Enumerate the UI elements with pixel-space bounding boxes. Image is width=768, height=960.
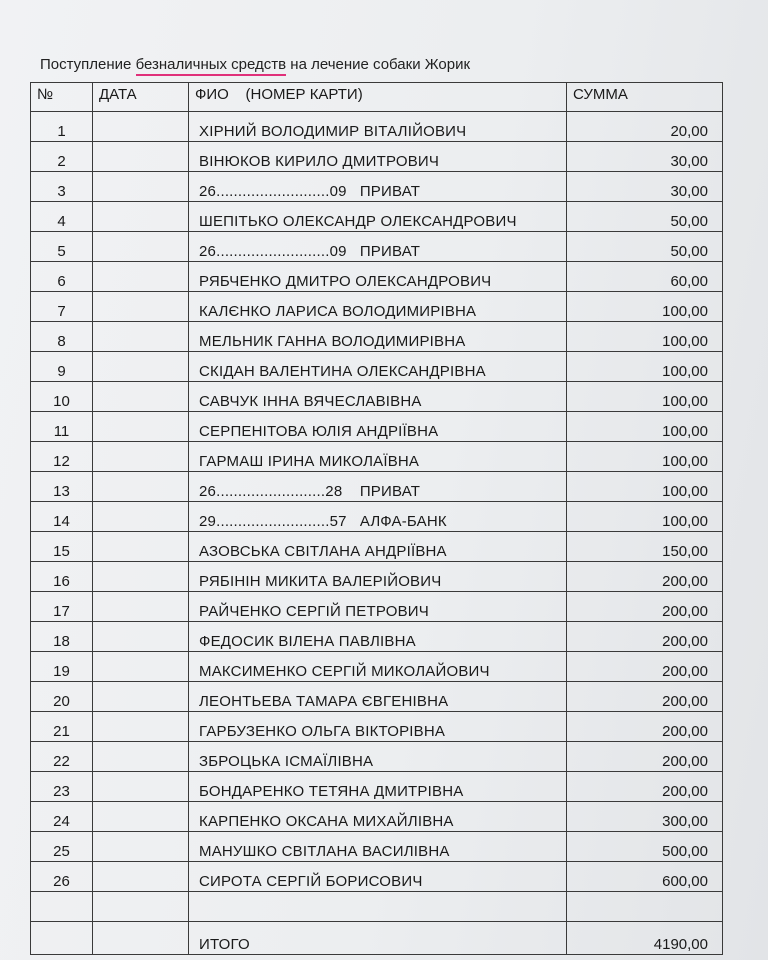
row-number: 9 xyxy=(31,352,93,382)
total-row xyxy=(31,922,723,955)
row-name: КАРПЕНКО ОКСАНА МИХАЙЛІВНА xyxy=(189,802,567,832)
row-number: 26 xyxy=(31,862,93,892)
row-date xyxy=(93,232,189,262)
row-sum: 100,00 xyxy=(567,352,723,382)
row-sum: 100,00 xyxy=(567,292,723,322)
row-name: РАЙЧЕНКО СЕРГІЙ ПЕТРОВИЧ xyxy=(189,592,567,622)
table-row xyxy=(31,862,723,892)
total-label: ИТОГО xyxy=(189,922,567,955)
row-name: РЯБЧЕНКО ДМИТРО ОЛЕКСАНДРОВИЧ xyxy=(189,262,567,292)
row-number: 18 xyxy=(31,622,93,652)
table-row xyxy=(31,112,723,142)
row-sum: 200,00 xyxy=(567,742,723,772)
row-sum: 100,00 xyxy=(567,412,723,442)
header-date: ДАТА xyxy=(93,83,189,112)
row-date xyxy=(93,502,189,532)
row-sum: 50,00 xyxy=(567,232,723,262)
row-date xyxy=(93,712,189,742)
table-row xyxy=(31,712,723,742)
table-header-row xyxy=(31,83,723,112)
row-name: МАНУШКО СВІТЛАНА ВАСИЛІВНА xyxy=(189,832,567,862)
row-sum: 200,00 xyxy=(567,772,723,802)
row-name: 26..........................09 ПРИВАТ xyxy=(189,232,567,262)
row-sum: 100,00 xyxy=(567,442,723,472)
table-row xyxy=(31,652,723,682)
row-date xyxy=(93,412,189,442)
row-sum: 20,00 xyxy=(567,112,723,142)
table-row xyxy=(31,322,723,352)
row-sum: 200,00 xyxy=(567,562,723,592)
row-date xyxy=(93,532,189,562)
row-number: 13 xyxy=(31,472,93,502)
header-num: № xyxy=(31,83,93,112)
table-row xyxy=(31,802,723,832)
row-number: 17 xyxy=(31,592,93,622)
row-number: 25 xyxy=(31,832,93,862)
table-row xyxy=(31,502,723,532)
row-number: 14 xyxy=(31,502,93,532)
row-name: РЯБІНІН МИКИТА ВАЛЕРІЙОВИЧ xyxy=(189,562,567,592)
table-row xyxy=(31,142,723,172)
row-date xyxy=(93,592,189,622)
row-date xyxy=(93,292,189,322)
table-row xyxy=(31,382,723,412)
table-body xyxy=(31,112,723,922)
row-number: 3 xyxy=(31,172,93,202)
row-sum: 300,00 xyxy=(567,802,723,832)
row-sum: 150,00 xyxy=(567,532,723,562)
row-number: 16 xyxy=(31,562,93,592)
row-name: САВЧУК ІННА ВЯЧЕСЛАВІВНА xyxy=(189,382,567,412)
row-number: 11 xyxy=(31,412,93,442)
row-date xyxy=(93,172,189,202)
row-sum: 30,00 xyxy=(567,172,723,202)
row-name: СЕРПЕНІТОВА ЮЛІЯ АНДРІЇВНА xyxy=(189,412,567,442)
row-date xyxy=(93,112,189,142)
table-row xyxy=(31,442,723,472)
row-sum: 200,00 xyxy=(567,622,723,652)
table-row xyxy=(31,352,723,382)
row-number: 12 xyxy=(31,442,93,472)
row-sum: 600,00 xyxy=(567,862,723,892)
row-sum: 50,00 xyxy=(567,202,723,232)
row-name: ЗБРОЦЬКА ІСМАЇЛІВНА xyxy=(189,742,567,772)
row-sum xyxy=(567,892,723,922)
row-name: ХІРНИЙ ВОЛОДИМИР ВІТАЛІЙОВИЧ xyxy=(189,112,567,142)
row-number: 8 xyxy=(31,322,93,352)
title-suffix: на лечение собаки Жорик xyxy=(286,56,471,73)
row-date xyxy=(93,862,189,892)
row-date xyxy=(93,352,189,382)
table-row xyxy=(31,532,723,562)
row-sum: 30,00 xyxy=(567,142,723,172)
row-sum: 100,00 xyxy=(567,382,723,412)
row-date xyxy=(93,562,189,592)
row-date xyxy=(93,202,189,232)
row-sum: 500,00 xyxy=(567,832,723,862)
row-sum: 100,00 xyxy=(567,502,723,532)
title-prefix: Поступление xyxy=(40,56,136,73)
row-date xyxy=(93,832,189,862)
row-name: 26..........................09 ПРИВАТ xyxy=(189,172,567,202)
row-name: ВІНЮКОВ КИРИЛО ДМИТРОВИЧ xyxy=(189,142,567,172)
row-name: КАЛЄНКО ЛАРИСА ВОЛОДИМИРІВНА xyxy=(189,292,567,322)
row-number: 1 xyxy=(31,112,93,142)
row-name: МЕЛЬНИК ГАННА ВОЛОДИМИРІВНА xyxy=(189,322,567,352)
row-date xyxy=(93,442,189,472)
row-name: 26.........................28 ПРИВАТ xyxy=(189,472,567,502)
row-date xyxy=(93,802,189,832)
row-number: 5 xyxy=(31,232,93,262)
row-name: ГАРБУЗЕНКО ОЛЬГА ВІКТОРІВНА xyxy=(189,712,567,742)
table-row xyxy=(31,262,723,292)
table-row xyxy=(31,742,723,772)
row-name: ГАРМАШ ІРИНА МИКОЛАЇВНА xyxy=(189,442,567,472)
table-row xyxy=(31,892,723,922)
row-name: ШЕПІТЬКО ОЛЕКСАНДР ОЛЕКСАНДРОВИЧ xyxy=(189,202,567,232)
row-number: 20 xyxy=(31,682,93,712)
row-number: 10 xyxy=(31,382,93,412)
table-row xyxy=(31,472,723,502)
donations-table xyxy=(30,82,723,955)
row-sum: 60,00 xyxy=(567,262,723,292)
table-row xyxy=(31,562,723,592)
row-number: 4 xyxy=(31,202,93,232)
table-row xyxy=(31,832,723,862)
row-date xyxy=(93,772,189,802)
row-number: 2 xyxy=(31,142,93,172)
row-date xyxy=(93,682,189,712)
row-sum: 200,00 xyxy=(567,712,723,742)
row-date xyxy=(93,892,189,922)
row-number: 19 xyxy=(31,652,93,682)
row-date xyxy=(93,742,189,772)
row-date xyxy=(93,652,189,682)
header-sum: СУММА xyxy=(567,83,723,112)
row-name: 29..........................57 АЛФА-БАНК xyxy=(189,502,567,532)
row-number: 24 xyxy=(31,802,93,832)
table-row xyxy=(31,592,723,622)
row-date xyxy=(93,142,189,172)
row-date xyxy=(93,622,189,652)
row-date xyxy=(93,322,189,352)
table-row xyxy=(31,772,723,802)
row-number: 23 xyxy=(31,772,93,802)
header-name: ФИО (НОМЕР КАРТИ) xyxy=(189,83,567,112)
row-sum: 200,00 xyxy=(567,652,723,682)
row-sum: 200,00 xyxy=(567,682,723,712)
row-name: БОНДАРЕНКО ТЕТЯНА ДМИТРІВНА xyxy=(189,772,567,802)
table-row xyxy=(31,622,723,652)
total-num-cell xyxy=(31,922,93,955)
row-date xyxy=(93,382,189,412)
row-number: 15 xyxy=(31,532,93,562)
row-name: ЛЕОНТЬЕВА ТАМАРА ЄВГЕНІВНА xyxy=(189,682,567,712)
table-row xyxy=(31,232,723,262)
title-highlight: безналичных средств xyxy=(136,56,287,76)
total-sum-cell xyxy=(567,922,723,955)
row-date xyxy=(93,472,189,502)
table-row xyxy=(31,202,723,232)
row-name: СИРОТА СЕРГІЙ БОРИСОВИЧ xyxy=(189,862,567,892)
row-name: АЗОВСЬКА СВІТЛАНА АНДРІЇВНА xyxy=(189,532,567,562)
row-number: 22 xyxy=(31,742,93,772)
table-row xyxy=(31,172,723,202)
row-sum: 100,00 xyxy=(567,472,723,502)
row-sum: 200,00 xyxy=(567,592,723,622)
row-name: МАКСИМЕНКО СЕРГІЙ МИКОЛАЙОВИЧ xyxy=(189,652,567,682)
total-sum: 4190,00 xyxy=(654,936,708,955)
row-name: ФЕДОСИК ВІЛЕНА ПАВЛІВНА xyxy=(189,622,567,652)
table-row xyxy=(31,682,723,712)
row-number: 21 xyxy=(31,712,93,742)
row-number: 6 xyxy=(31,262,93,292)
document-title xyxy=(40,56,470,73)
row-sum: 100,00 xyxy=(567,322,723,352)
total-date-cell xyxy=(93,922,189,955)
table-row xyxy=(31,412,723,442)
row-number: 7 xyxy=(31,292,93,322)
table-row xyxy=(31,292,723,322)
row-date xyxy=(93,262,189,292)
row-name: СКІДАН ВАЛЕНТИНА ОЛЕКСАНДРІВНА xyxy=(189,352,567,382)
row-number xyxy=(31,892,93,922)
row-name xyxy=(189,892,567,922)
